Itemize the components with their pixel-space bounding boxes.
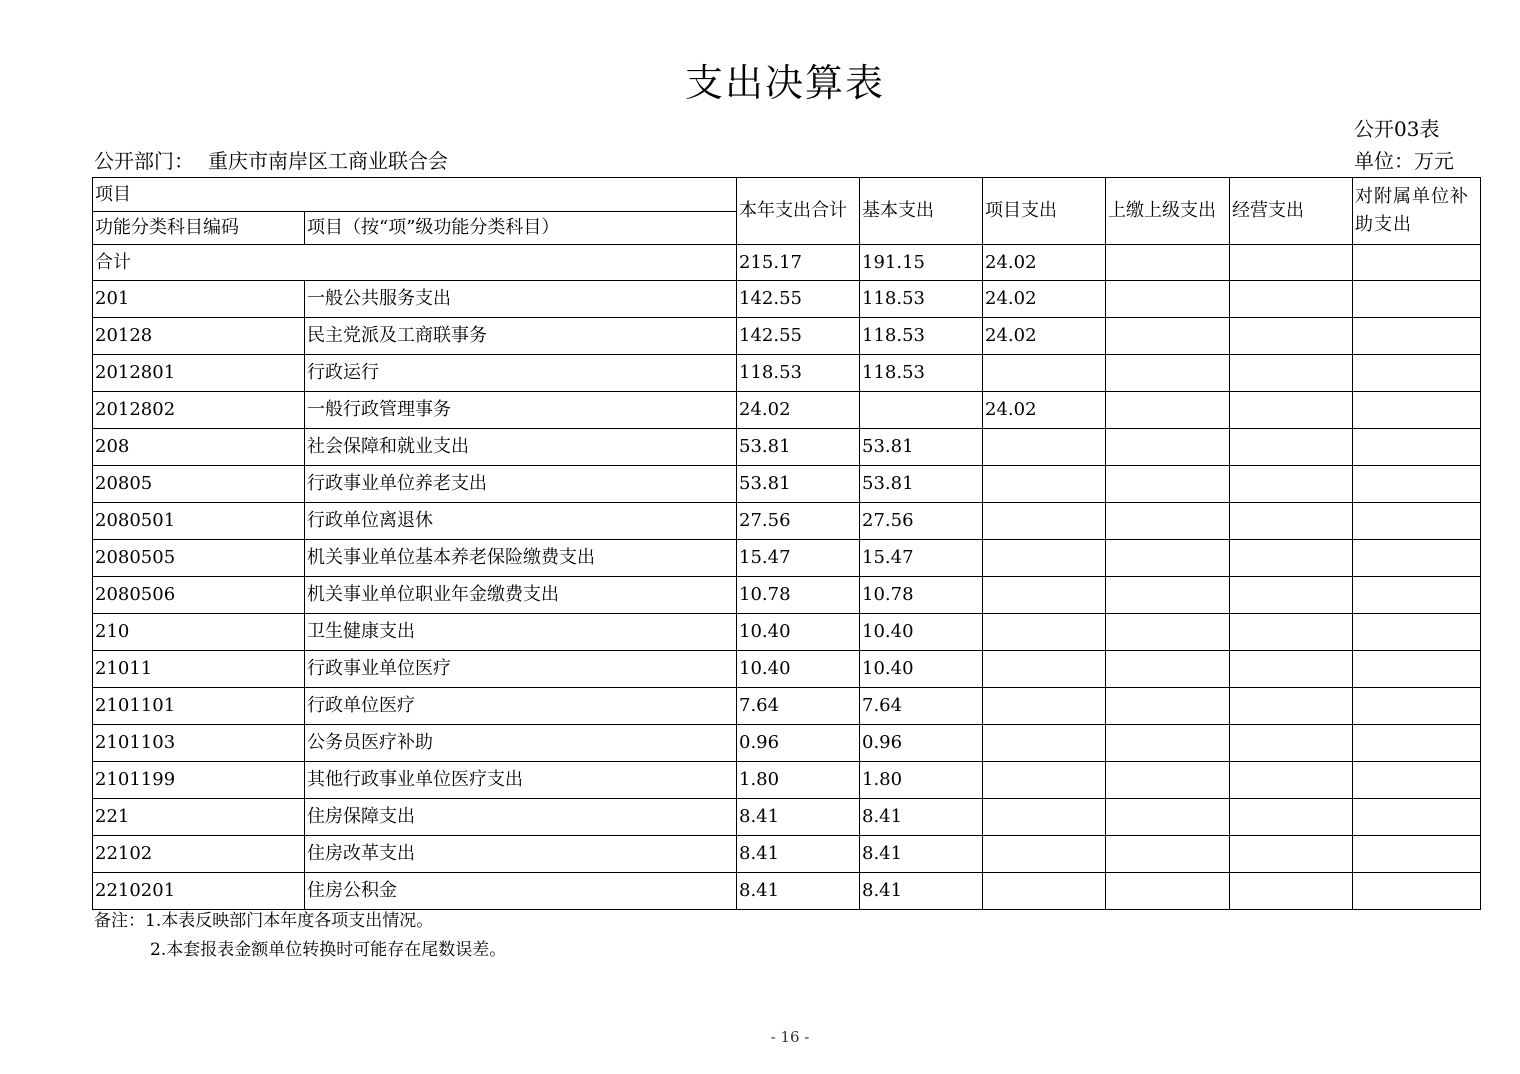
cell-name: 行政单位医疗 [305,688,737,725]
cell-project [983,651,1106,688]
header-total: 本年支出合计 [737,178,860,245]
cell-name: 行政事业单位医疗 [305,651,737,688]
table-row [93,836,1481,873]
cell-upper [1106,873,1230,910]
cell-name: 住房改革支出 [305,836,737,873]
cell-business [1230,355,1353,392]
cell-project [983,836,1106,873]
total-label: 合计 [93,245,737,281]
cell-code: 2210201 [93,873,305,910]
cell-total: 8.41 [737,836,860,873]
cell-project [983,762,1106,799]
cell-subsidy [1353,429,1481,466]
cell-subsidy [1353,614,1481,651]
cell-basic: 8.41 [860,836,983,873]
table-row [93,466,1481,503]
cell-business [1230,725,1353,762]
cell-name: 行政运行 [305,355,737,392]
cell-upper [1106,836,1230,873]
cell-name: 其他行政事业单位医疗支出 [305,762,737,799]
cell-basic: 27.56 [860,503,983,540]
cell-name: 一般公共服务支出 [305,281,737,318]
cell-code: 210 [93,614,305,651]
cell-subsidy [1353,688,1481,725]
table-row [93,614,1481,651]
cell-total: 24.02 [737,392,860,429]
cell-name: 机关事业单位基本养老保险缴费支出 [305,540,737,577]
cell-project [983,577,1106,614]
cell-subsidy [1353,281,1481,318]
header-code: 功能分类科目编码 [93,212,305,245]
cell-code: 208 [93,429,305,466]
cell-basic: 53.81 [860,466,983,503]
cell-total: 7.64 [737,688,860,725]
cell-subsidy [1353,577,1481,614]
cell-code: 221 [93,799,305,836]
cell-business [1230,281,1353,318]
cell-project [983,503,1106,540]
table-row [93,503,1481,540]
notes [94,907,506,965]
cell-basic: 10.78 [860,577,983,614]
cell-business [1230,429,1353,466]
cell-total: 8.41 [737,799,860,836]
cell-name: 民主党派及工商联事务 [305,318,737,355]
cell-code: 2012802 [93,392,305,429]
cell-subsidy [1353,318,1481,355]
cell-subsidy [1353,762,1481,799]
table-row [93,281,1481,318]
cell-business [1230,614,1353,651]
total-business [1230,245,1353,281]
cell-upper [1106,725,1230,762]
cell-basic: 0.96 [860,725,983,762]
cell-code: 2080506 [93,577,305,614]
cell-code: 20805 [93,466,305,503]
table-row [93,725,1481,762]
cell-basic: 10.40 [860,614,983,651]
table-row [93,873,1481,910]
table-row [93,651,1481,688]
cell-name: 行政事业单位养老支出 [305,466,737,503]
page-number: - 16 - [770,1028,810,1046]
cell-subsidy [1353,392,1481,429]
table-row [93,429,1481,466]
cell-upper [1106,429,1230,466]
cell-total: 10.40 [737,651,860,688]
cell-project [983,355,1106,392]
cell-total: 8.41 [737,873,860,910]
cell-code: 2101103 [93,725,305,762]
total-amount: 215.17 [737,245,860,281]
cell-subsidy [1353,725,1481,762]
cell-business [1230,651,1353,688]
cell-total: 27.56 [737,503,860,540]
cell-code: 20128 [93,318,305,355]
header-business: 经营支出 [1230,178,1353,245]
header-name: 项目（按“项”级功能分类科目） [305,212,737,245]
cell-project [983,429,1106,466]
cell-total: 10.40 [737,614,860,651]
cell-project [983,466,1106,503]
cell-project: 24.02 [983,392,1106,429]
total-row [93,245,1481,281]
table-row [93,799,1481,836]
cell-basic: 8.41 [860,799,983,836]
cell-code: 21011 [93,651,305,688]
cell-upper [1106,392,1230,429]
cell-business [1230,466,1353,503]
cell-upper [1106,577,1230,614]
cell-basic [860,392,983,429]
header-upper: 上缴上级支出 [1106,178,1230,245]
cell-upper [1106,466,1230,503]
header-row [93,178,1481,212]
cell-code: 201 [93,281,305,318]
cell-project [983,725,1106,762]
cell-basic: 8.41 [860,873,983,910]
cell-subsidy [1353,873,1481,910]
department-line [94,148,448,174]
table-row [93,355,1481,392]
cell-code: 22102 [93,836,305,873]
cell-subsidy [1353,503,1481,540]
header-item: 项目 [93,178,737,212]
cell-project: 24.02 [983,281,1106,318]
cell-business [1230,836,1353,873]
note-2: 2.本套报表金额单位转换时可能存在尾数误差。 [150,940,507,960]
cell-business [1230,873,1353,910]
cell-project [983,799,1106,836]
form-number: 公开03表 [1354,117,1440,141]
cell-code: 2080505 [93,540,305,577]
table-row [93,688,1481,725]
header-subsidy: 对附属单位补助支出 [1353,178,1481,245]
cell-name: 机关事业单位职业年金缴费支出 [305,577,737,614]
cell-basic: 118.53 [860,281,983,318]
cell-basic: 10.40 [860,651,983,688]
total-project: 24.02 [983,245,1106,281]
cell-business [1230,392,1353,429]
cell-upper [1106,614,1230,651]
cell-basic: 1.80 [860,762,983,799]
table-row [93,318,1481,355]
cell-upper [1106,688,1230,725]
cell-name: 卫生健康支出 [305,614,737,651]
cell-business [1230,762,1353,799]
cell-total: 53.81 [737,466,860,503]
cell-project [983,873,1106,910]
cell-subsidy [1353,836,1481,873]
cell-business [1230,540,1353,577]
cell-upper [1106,318,1230,355]
cell-basic: 53.81 [860,429,983,466]
cell-name: 行政单位离退休 [305,503,737,540]
cell-basic: 118.53 [860,318,983,355]
cell-subsidy [1353,540,1481,577]
cell-basic: 7.64 [860,688,983,725]
cell-business [1230,688,1353,725]
cell-total: 0.96 [737,725,860,762]
cell-subsidy [1353,799,1481,836]
header-basic: 基本支出 [860,178,983,245]
cell-name: 社会保障和就业支出 [305,429,737,466]
expenditure-table [92,177,1481,910]
table-row [93,540,1481,577]
cell-project [983,614,1106,651]
cell-upper [1106,762,1230,799]
header-project: 项目支出 [983,178,1106,245]
cell-upper [1106,540,1230,577]
cell-name: 住房公积金 [305,873,737,910]
table-row [93,392,1481,429]
total-subsidy [1353,245,1481,281]
cell-name: 住房保障支出 [305,799,737,836]
cell-upper [1106,799,1230,836]
page-title: 支出决算表 [684,61,885,105]
cell-upper [1106,355,1230,392]
cell-code: 2012801 [93,355,305,392]
cell-total: 118.53 [737,355,860,392]
cell-basic: 118.53 [860,355,983,392]
department-label: 公开部门： [94,149,194,173]
cell-code: 2101199 [93,762,305,799]
department-name: 重庆市南岸区工商业联合会 [208,149,448,173]
cell-total: 1.80 [737,762,860,799]
cell-business [1230,577,1353,614]
cell-business [1230,318,1353,355]
cell-total: 142.55 [737,318,860,355]
cell-upper [1106,281,1230,318]
cell-total: 53.81 [737,429,860,466]
table-row [93,762,1481,799]
cell-total: 10.78 [737,577,860,614]
cell-business [1230,799,1353,836]
cell-subsidy [1353,651,1481,688]
table-row [93,577,1481,614]
cell-project [983,688,1106,725]
total-basic: 191.15 [860,245,983,281]
cell-business [1230,503,1353,540]
cell-subsidy [1353,466,1481,503]
cell-name: 公务员医疗补助 [305,725,737,762]
cell-upper [1106,651,1230,688]
cell-project: 24.02 [983,318,1106,355]
cell-total: 142.55 [737,281,860,318]
cell-project [983,540,1106,577]
cell-total: 15.47 [737,540,860,577]
note-1: 备注：1.本表反映部门本年度各项支出情况。 [94,911,434,931]
cell-subsidy [1353,355,1481,392]
cell-name: 一般行政管理事务 [305,392,737,429]
unit-label: 单位：万元 [1354,149,1454,173]
total-upper [1106,245,1230,281]
cell-upper [1106,503,1230,540]
cell-basic: 15.47 [860,540,983,577]
cell-code: 2080501 [93,503,305,540]
cell-code: 2101101 [93,688,305,725]
